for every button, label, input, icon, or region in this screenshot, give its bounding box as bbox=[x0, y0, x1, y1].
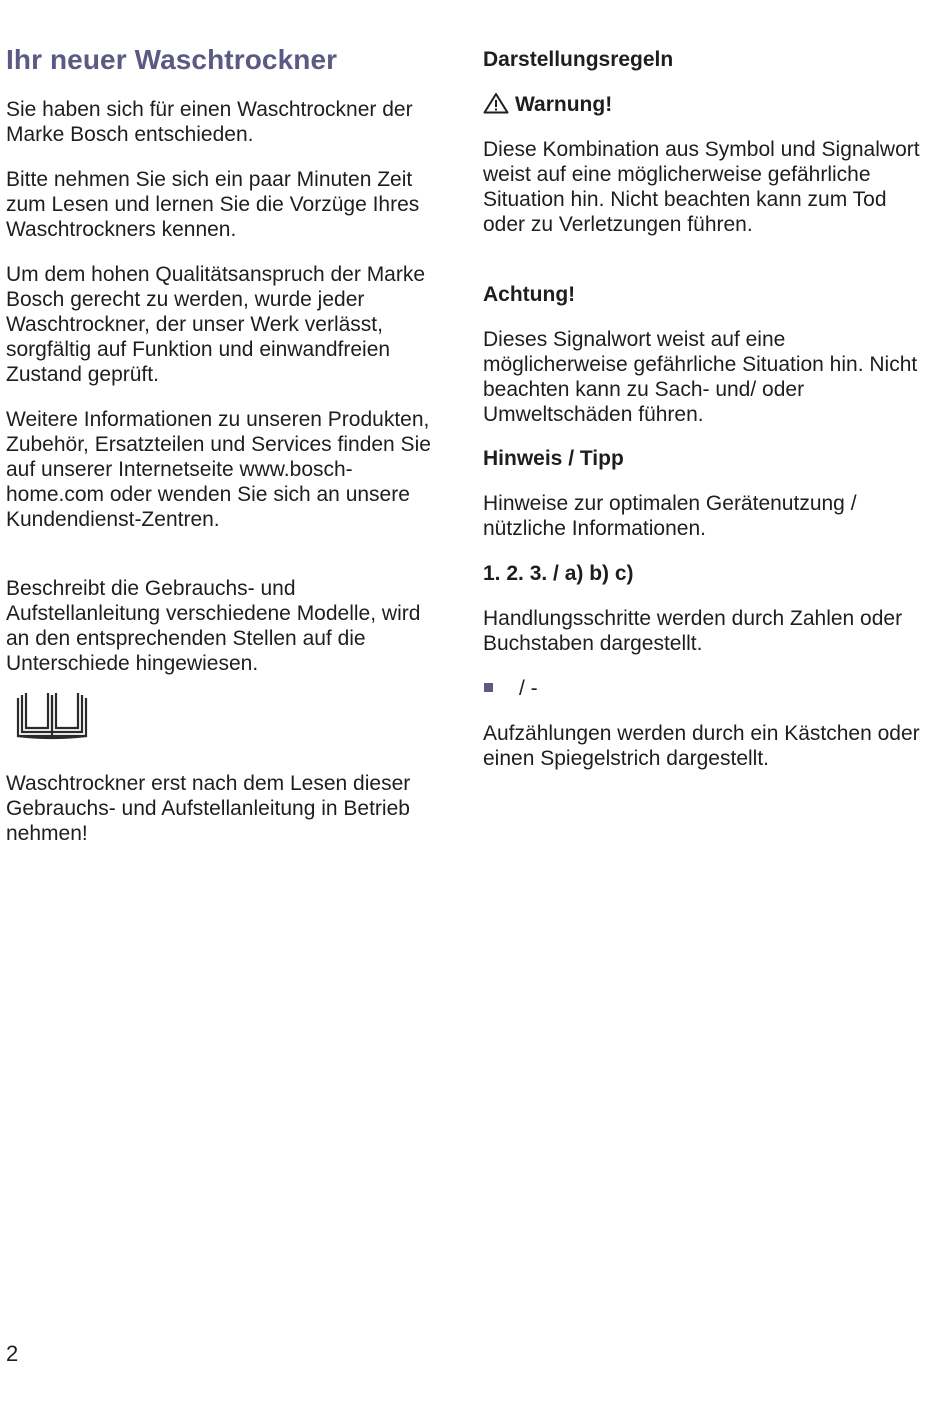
page-number: 2 bbox=[6, 1341, 19, 1366]
caution-heading: Achtung! bbox=[483, 283, 576, 306]
page-title: Ihr neuer Waschtrockner bbox=[6, 44, 338, 75]
caution-text: Dieses Signalwort weist auf eine möglicherweise gefährliche Situation hin. Nicht beachten kann zu Sach- und/ oder Umweltschäden führen. bbox=[483, 328, 918, 426]
open-book-icon bbox=[14, 692, 90, 742]
quality-paragraph: Um dem hohen Qualitätsanspruch der Marke Bosch gerecht zu werden, wurde jeder Waschtrockner, der unser Werk verlässt, sorgfältig auf Funktion und einwandfreien Zustand geprüft. bbox=[6, 263, 426, 386]
list-marker-label: / - bbox=[519, 677, 538, 700]
steps-text: Handlungsschritte werden durch Zahlen oder Buchstaben dargestellt. bbox=[483, 607, 903, 655]
lists-text: Aufzählungen werden durch ein Kästchen oder einen Spiegelstrich dargestellt. bbox=[483, 722, 920, 770]
list-marker-row bbox=[483, 676, 538, 701]
hint-heading: Hinweis / Tipp bbox=[483, 447, 624, 470]
models-paragraph: Beschreibt die Gebrauchs- und Aufstellanleitung verschiedene Modelle, wird an den entsprechenden Stellen auf die Unterschiede hingewiesen. bbox=[6, 577, 421, 675]
read-manual-text: Waschtrockner erst nach dem Lesen dieser Gebrauchs- und Aufstellanleitung in Betrieb nehmen! bbox=[6, 772, 411, 845]
warning-heading bbox=[483, 92, 612, 117]
warning-text: Diese Kombination aus Symbol und Signalwort weist auf eine möglicherweise gefährliche Situation hin. Nicht beachten kann zum Tod oder zu Verletzungen führen. bbox=[483, 138, 920, 236]
info-paragraph: Weitere Informationen zu unseren Produkten, Zubehör, Ersatzteilen und Services finden Sie auf unserer Internetseite www.bosch-home.com oder wenden Sie sich an unsere Kundendienst-Zentren. bbox=[6, 408, 431, 531]
intro-paragraph: Sie haben sich für einen Waschtrockner der Marke Bosch entschieden. bbox=[6, 98, 413, 146]
warning-label: Warnung! bbox=[515, 93, 613, 116]
hint-text: Hinweise zur optimalen Gerätenutzung / nützliche Informationen. bbox=[483, 492, 857, 540]
conventions-heading: Darstellungsregeln bbox=[483, 48, 674, 71]
warning-triangle-icon bbox=[483, 92, 509, 114]
steps-heading: 1. 2. 3. / a) b) c) bbox=[483, 562, 634, 585]
reading-paragraph: Bitte nehmen Sie sich ein paar Minuten Zeit zum Lesen und lernen Sie die Vorzüge Ihres Waschtrockners kennen. bbox=[6, 168, 420, 241]
square-bullet-icon bbox=[484, 683, 493, 692]
